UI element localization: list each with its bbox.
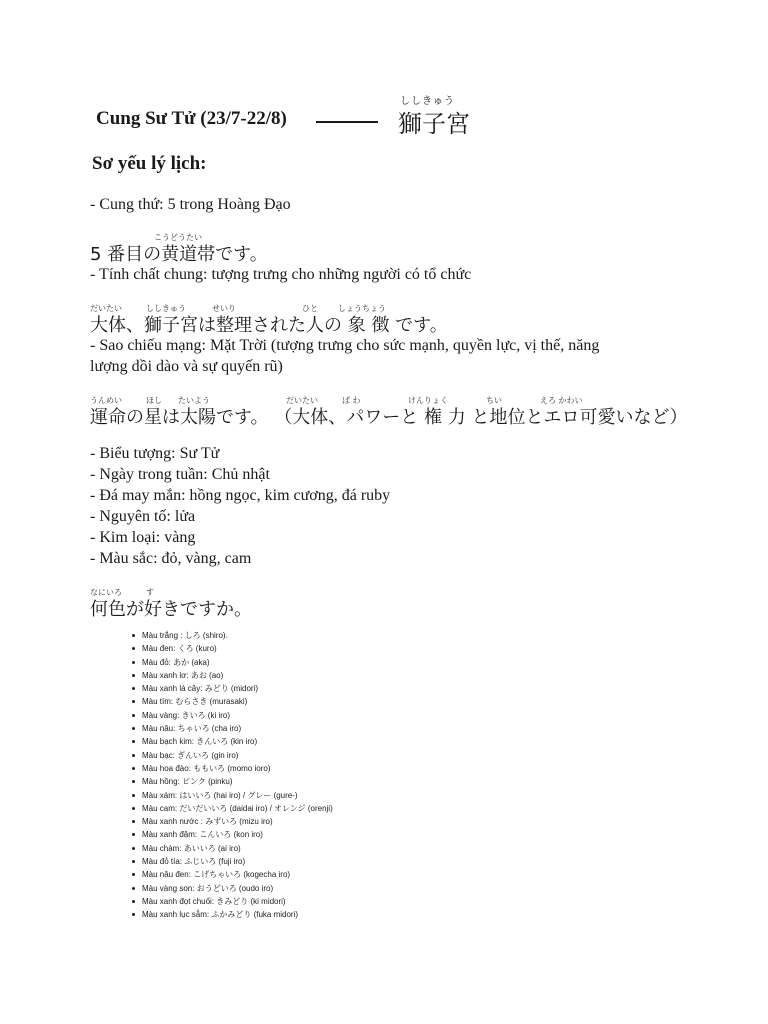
list-item: Màu bạc: ぎんいろ (gin iro)	[132, 749, 333, 762]
order-jp-ruby: こうどうたい	[154, 233, 202, 242]
list-item: Màu nâu đen: こげちゃいろ (kogecha iro)	[132, 868, 333, 881]
fact-metal: - Kim loại: vàng	[90, 529, 196, 546]
list-item: Màu hoa đào: ももいろ (momo ioro)	[132, 762, 333, 775]
fact-symbol: - Biểu tượng: Sư Tử	[90, 445, 220, 462]
star-ruby-5: けんりょく	[408, 396, 448, 405]
list-item: Màu nâu: ちゃいろ (cha iro)	[132, 722, 333, 735]
list-item: Màu xanh đậm: こんいろ (kon iro)	[132, 828, 333, 841]
list-item: Màu hồng: ピンク (pinku)	[132, 775, 333, 788]
trait-ruby-1: ししきゅう	[146, 304, 186, 313]
question-ruby-0: なにいろ	[90, 588, 122, 597]
list-item: Màu xanh lơ: あお (ao)	[132, 669, 333, 682]
trait-line: - Tính chất chung: tượng trưng cho những người có tổ chức	[90, 266, 472, 283]
star-ruby-6: ちい	[486, 396, 502, 405]
list-item: Màu xanh đọt chuối: きみどり (ki midori)	[132, 895, 333, 908]
list-item: Màu xám: はいいろ (hai iro) / グレー (gure-)	[132, 789, 333, 802]
order-jp-line: 5 番目の黄道帯です。	[90, 244, 268, 265]
question-ruby-1: す	[146, 588, 154, 597]
fact-color: - Màu sắc: đỏ, vàng, cam	[90, 550, 252, 567]
list-item: Màu xanh lục sẫm: ふかみどり (fuka midori)	[132, 908, 333, 921]
star-ruby-0: うんめい	[90, 396, 122, 405]
star-line-cont: lượng dồi dào và sự quyến rũ)	[90, 358, 283, 375]
list-item: Màu đỏ: あか (aka)	[132, 656, 333, 669]
list-item: Màu vàng son: おうどいろ (oudo iro)	[132, 882, 333, 895]
list-item: Màu đen: くろ (kuro)	[132, 642, 333, 655]
list-item: Màu xanh lá cây: みどり (midori)	[132, 682, 333, 695]
question-jp-line: 何色が好きですか。	[90, 599, 252, 620]
list-item: Màu chàm: あいいろ (ai iro)	[132, 842, 333, 855]
list-item: Màu cam: だいだいいろ (daidai iro) / オレンジ (orenji)	[132, 802, 333, 815]
star-jp-line: 運命の星は太陽です。 （大体、パワーと 権 力 と地位とエロ可愛いなど）	[90, 407, 688, 428]
star-ruby-7: えろ かわい	[540, 396, 583, 405]
fact-lucky-stone: - Đá may mắn: hồng ngọc, kim cương, đá ruby	[90, 487, 391, 504]
list-item: Màu tím: むらさき (murasaki)	[132, 695, 333, 708]
fact-weekday: - Ngày trong tuần: Chủ nhật	[90, 466, 270, 483]
title-dash-divider	[316, 121, 378, 123]
trait-ruby-0: だいたい	[90, 304, 122, 313]
title-kanji-ruby: ししきゅう	[400, 96, 455, 107]
star-line: - Sao chiếu mạng: Mặt Trời (tượng trưng cho sức mạnh, quyền lực, vị thế, năng	[90, 337, 600, 354]
trait-jp-line: 大体、獅子宮は整理された人の 象 徴 です。	[90, 315, 448, 336]
star-ruby-1: ほし	[146, 396, 162, 405]
fact-element: - Nguyên tố: lửa	[90, 508, 196, 525]
trait-ruby-2: せいり	[212, 304, 236, 313]
color-list	[132, 629, 333, 922]
list-item: Màu trắng : しろ (shiro).	[132, 629, 333, 642]
order-line: - Cung thứ: 5 trong Hoàng Đạo	[90, 196, 291, 213]
list-item: Màu xanh nước : みずいろ (mizu iro)	[132, 815, 333, 828]
star-ruby-3: だいたい	[286, 396, 318, 405]
list-item: Màu vàng: きいろ (ki iro)	[132, 709, 333, 722]
list-item: Màu đỏ tía: ふじいろ (fuji iro)	[132, 855, 333, 868]
trait-ruby-4: しょうちょう	[338, 304, 386, 313]
title-kanji: 獅子宮	[398, 110, 470, 138]
list-item: Màu bạch kim: きんいろ (kin iro)	[132, 735, 333, 748]
trait-ruby-3: ひと	[302, 304, 318, 313]
star-ruby-2: たいよう	[178, 396, 210, 405]
star-ruby-4: ば わ	[342, 396, 361, 405]
page-title: Cung Sư Tử (23/7-22/8)	[96, 108, 287, 129]
profile-heading: Sơ yếu lý lịch:	[92, 153, 207, 174]
